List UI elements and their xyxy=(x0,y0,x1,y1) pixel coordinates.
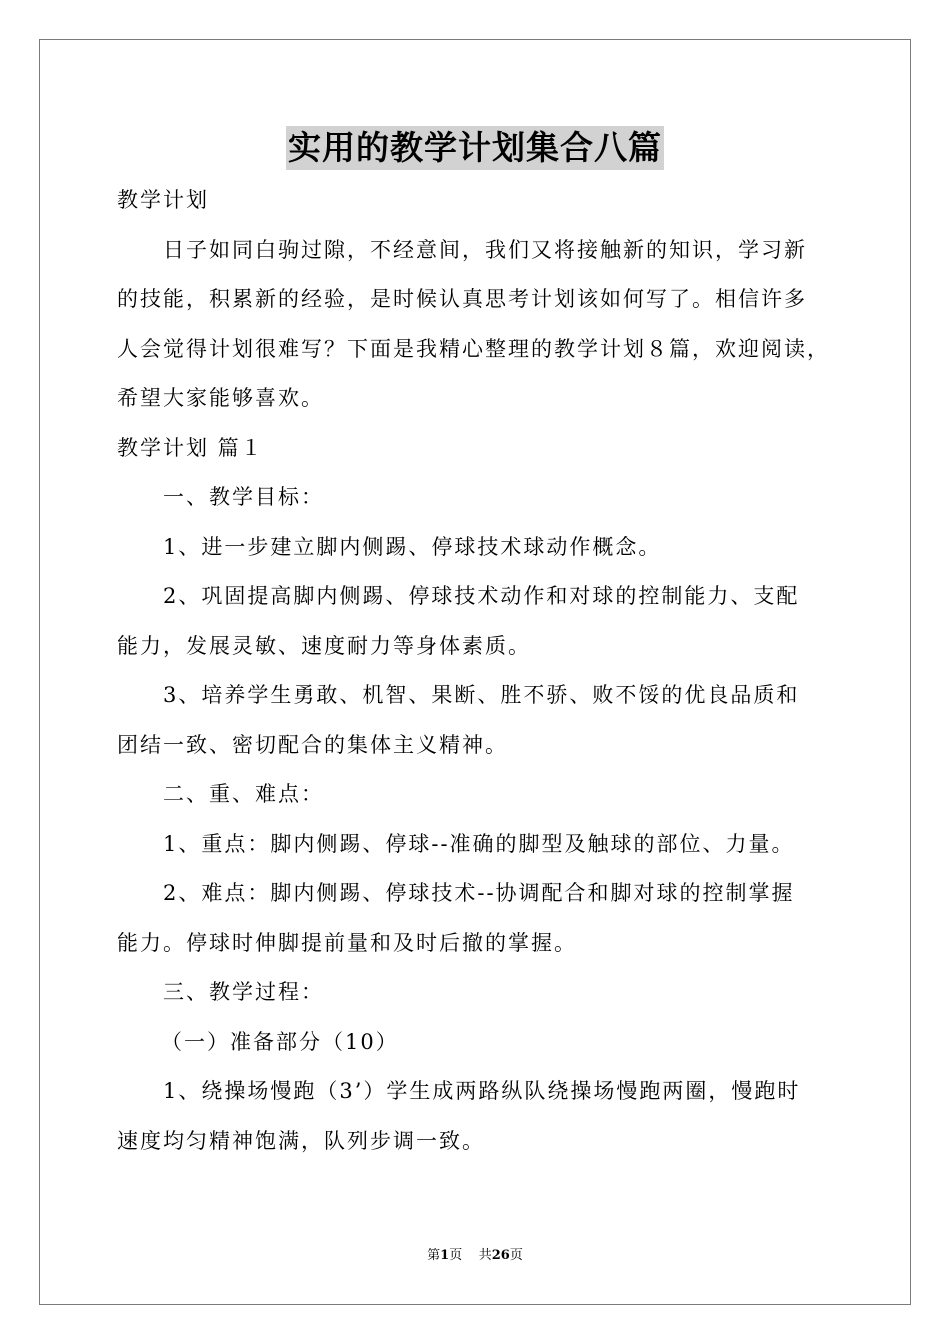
paragraph-line: 人会觉得计划很难写？下面是我精心整理的教学计划８篇，欢迎阅读， xyxy=(117,336,830,361)
paragraph-line: 一、教学目标： xyxy=(163,485,324,509)
paragraph-line: 日子如同白驹过隙，不经意间，我们又将接触新的知识，学习新 xyxy=(163,237,807,262)
paragraph-line: 1、重点：脚内侧踢、停球--准确的脚型及触球的部位、力量。 xyxy=(163,831,795,856)
page-suffix: 页 xyxy=(449,1248,463,1263)
paragraph-line: 团结一致、密切配合的集体主义精神。 xyxy=(117,732,508,757)
document-title: 实用的教学计划集合八篇 xyxy=(286,126,664,170)
total-prefix: 共 xyxy=(478,1248,492,1263)
paragraph-line: 能力，发展灵敏、速度耐力等身体素质。 xyxy=(117,633,531,658)
paragraph-line: 3、培养学生勇敢、机智、果断、胜不骄、败不馁的优良品质和 xyxy=(163,683,800,707)
document-body xyxy=(117,176,837,1166)
title-container xyxy=(0,126,950,170)
page-number: 1 xyxy=(440,1248,450,1263)
paragraph-line: 的技能，积累新的经验，是时候认真思考计划该如何写了。相信许多 xyxy=(117,287,807,311)
section-heading: 教学计划 篇１ xyxy=(117,435,264,460)
paragraph-line: 2、巩固提高脚内侧踢、停球技术动作和对球的控制能力、支配 xyxy=(163,584,800,608)
total-suffix: 页 xyxy=(509,1248,523,1263)
section-heading: 教学计划 xyxy=(117,188,209,212)
paragraph-line: 2、难点：脚内侧踢、停球技术--协调配合和脚对球的控制掌握 xyxy=(163,881,795,905)
paragraph-line: 二、重、难点： xyxy=(163,782,324,806)
paragraph-line: 能力。停球时伸脚提前量和及时后撤的掌握。 xyxy=(117,930,577,955)
paragraph-line: 速度均匀精神饱满，队列步调一致。 xyxy=(117,1128,485,1153)
page-footer xyxy=(0,1246,950,1266)
paragraph-line: （一）准备部分（10） xyxy=(161,1029,399,1054)
page-prefix: 第 xyxy=(427,1248,441,1263)
paragraph-line: 1、绕操场慢跑（3’）学生成两路纵队绕操场慢跑两圈，慢跑时 xyxy=(163,1079,801,1103)
paragraph-line: 1、进一步建立脚内侧踢、停球技术球动作概念。 xyxy=(163,534,662,559)
paragraph-line: 三、教学过程： xyxy=(163,980,324,1004)
paragraph-line: 希望大家能够喜欢。 xyxy=(117,386,324,410)
total-pages: 26 xyxy=(491,1248,510,1263)
